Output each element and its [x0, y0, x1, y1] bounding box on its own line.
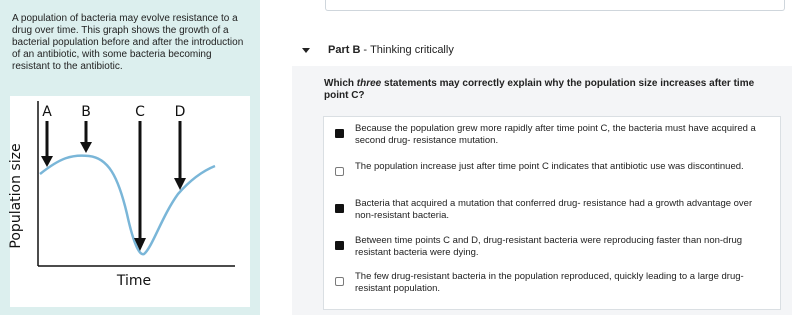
answer-option-3[interactable] — [324, 194, 780, 228]
question-suffix: statements may correctly explain why the population size increases after time point C? — [324, 78, 755, 101]
answer-options — [323, 116, 781, 310]
marker-label-b: B — [81, 104, 91, 120]
answer-option-2[interactable] — [324, 157, 780, 191]
question-text — [324, 78, 779, 102]
answer-text-4: Between time points C and D, drug-resistant bacteria were reproducing faster than non-drug resistant bacteria were dying. — [355, 235, 743, 258]
answer-option-5[interactable] — [324, 267, 780, 301]
question-panel — [292, 0, 800, 315]
marker-label-d: D — [174, 104, 186, 120]
collapse-caret-icon[interactable] — [302, 48, 310, 53]
part-b-header[interactable] — [302, 42, 454, 58]
answer-option-1[interactable] — [324, 119, 780, 153]
answer-text-3: Bacteria that acquired a mutation that conferred drug- resistance had a growth advantage over non-resistant bacteria. — [355, 198, 753, 221]
marker-label-a: A — [42, 104, 52, 120]
answer-checkbox-3[interactable] — [335, 204, 344, 213]
answer-checkbox-1[interactable] — [335, 129, 344, 138]
marker-arrow-b-head — [80, 142, 92, 153]
intro-text: A population of bacteria may evolve resistance to a drug over time. This graph shows the growth of a bacterial population before and after the introduction of an antibiotic, with some bacteria becoming resistant to the antibiotic. — [12, 13, 244, 72]
question-area — [292, 66, 792, 315]
part-separator: - — [363, 44, 368, 56]
answer-text-2: The population increase just after time point C indicates that antibiotic use was discontinued. — [355, 161, 744, 172]
question-emphasis: three — [356, 78, 382, 89]
answer-option-4[interactable] — [324, 231, 780, 265]
question-prefix: Which — [324, 78, 357, 89]
population-graph-svg — [10, 96, 250, 307]
marker-label-c: C — [135, 104, 145, 120]
y-axis-label: Population size — [8, 143, 24, 249]
answer-checkbox-4[interactable] — [335, 241, 344, 250]
population-curve — [40, 156, 215, 255]
context-panel — [0, 0, 260, 315]
part-label: Part B — [328, 44, 361, 56]
population-graph — [10, 96, 250, 307]
part-title: Thinking critically — [370, 44, 454, 56]
answer-checkbox-2[interactable] — [335, 167, 344, 176]
previous-part-card — [325, 0, 785, 11]
answer-checkbox-5[interactable] — [335, 277, 344, 286]
answer-text-1: Because the population grew more rapidly after time point C, the bacteria must have acquired a second drug- resistance mutation. — [355, 123, 756, 146]
answer-text-5: The few drug-resistant bacteria in the population reproduced, quickly leading to a large drug- resistant population. — [355, 271, 744, 294]
x-axis-label: Time — [116, 273, 152, 289]
